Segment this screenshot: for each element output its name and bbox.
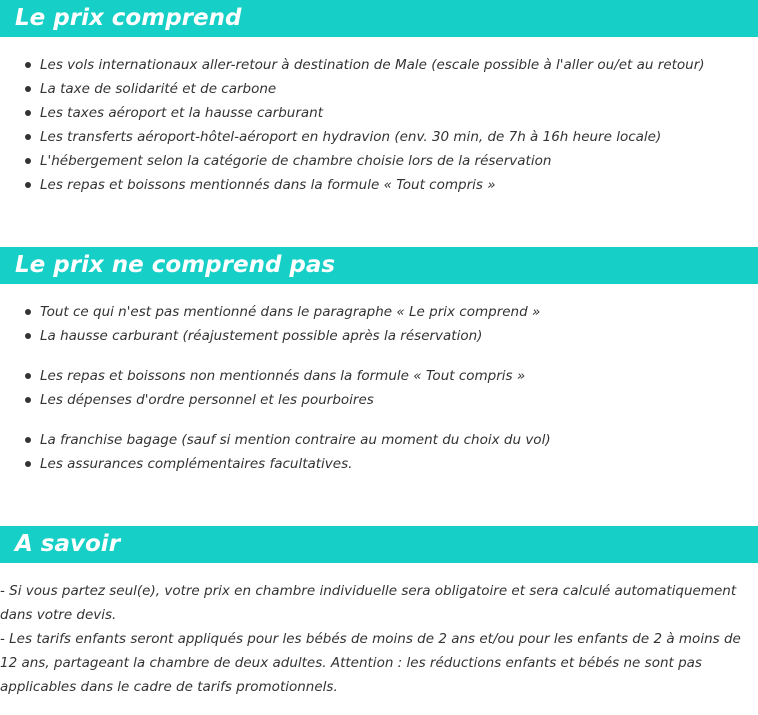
bullet-icon (25, 309, 31, 315)
bullet-icon (25, 62, 31, 68)
list-item: Les repas et boissons mentionnés dans la formule « Tout compris » (0, 173, 705, 197)
list-item: La franchise bagage (sauf si mention contraire au moment du choix du vol) (0, 428, 551, 452)
section-title-good-to-know: A savoir (15, 531, 121, 557)
bullet-icon (25, 182, 31, 188)
excluded-list (0, 300, 551, 476)
section-header-excluded (0, 247, 758, 284)
list-item: La hausse carburant (réajustement possible après la réservation) (0, 324, 551, 348)
section-header-included (0, 0, 758, 37)
bullet-icon (25, 158, 31, 164)
bullet-icon (25, 397, 31, 403)
bullet-icon (25, 437, 31, 443)
info-paragraph-single-room: - Si vous partez seul(e), votre prix en chambre individuelle sera obligatoire et sera calculé automatiquement dans votre devis. (0, 583, 737, 623)
bullet-icon (25, 110, 31, 116)
list-item: Les dépenses d'ordre personnel et les pourboires (0, 388, 551, 412)
list-item: Les vols internationaux aller-retour à destination de Male (escale possible à l'aller ou/et au retour) (0, 53, 705, 77)
list-item: Les assurances complémentaires facultatives. (0, 452, 551, 476)
section-title-excluded: Le prix ne comprend pas (15, 252, 336, 278)
list-item: La taxe de solidarité et de carbone (0, 77, 705, 101)
section-title-included: Le prix comprend (15, 5, 242, 31)
bullet-icon (25, 333, 31, 339)
info-paragraph-child-rates: - Les tarifs enfants seront appliqués pour les bébés de moins de 2 ans et/ou pour les enfants de 2 à moins de 12 ans, partageant la chambre de deux adultes. Attention : les réductions enfants et bébés ne sont pas applicables dans le cadre de tarifs promotionnels. (0, 631, 741, 695)
bullet-icon (25, 373, 31, 379)
list-item: Les repas et boissons non mentionnés dans la formule « Tout compris » (0, 364, 551, 388)
list-item: Tout ce qui n'est pas mentionné dans le paragraphe « Le prix comprend » (0, 300, 551, 324)
bullet-icon (25, 461, 31, 467)
list-item: L'hébergement selon la catégorie de chambre choisie lors de la réservation (0, 149, 705, 173)
section-header-good-to-know (0, 526, 758, 563)
bullet-icon (25, 134, 31, 140)
included-list (0, 53, 705, 197)
list-item: Les taxes aéroport et la hausse carburant (0, 101, 705, 125)
list-item: Les transferts aéroport-hôtel-aéroport en hydravion (env. 30 min, de 7h à 16h heure locale) (0, 125, 705, 149)
bullet-icon (25, 86, 31, 92)
